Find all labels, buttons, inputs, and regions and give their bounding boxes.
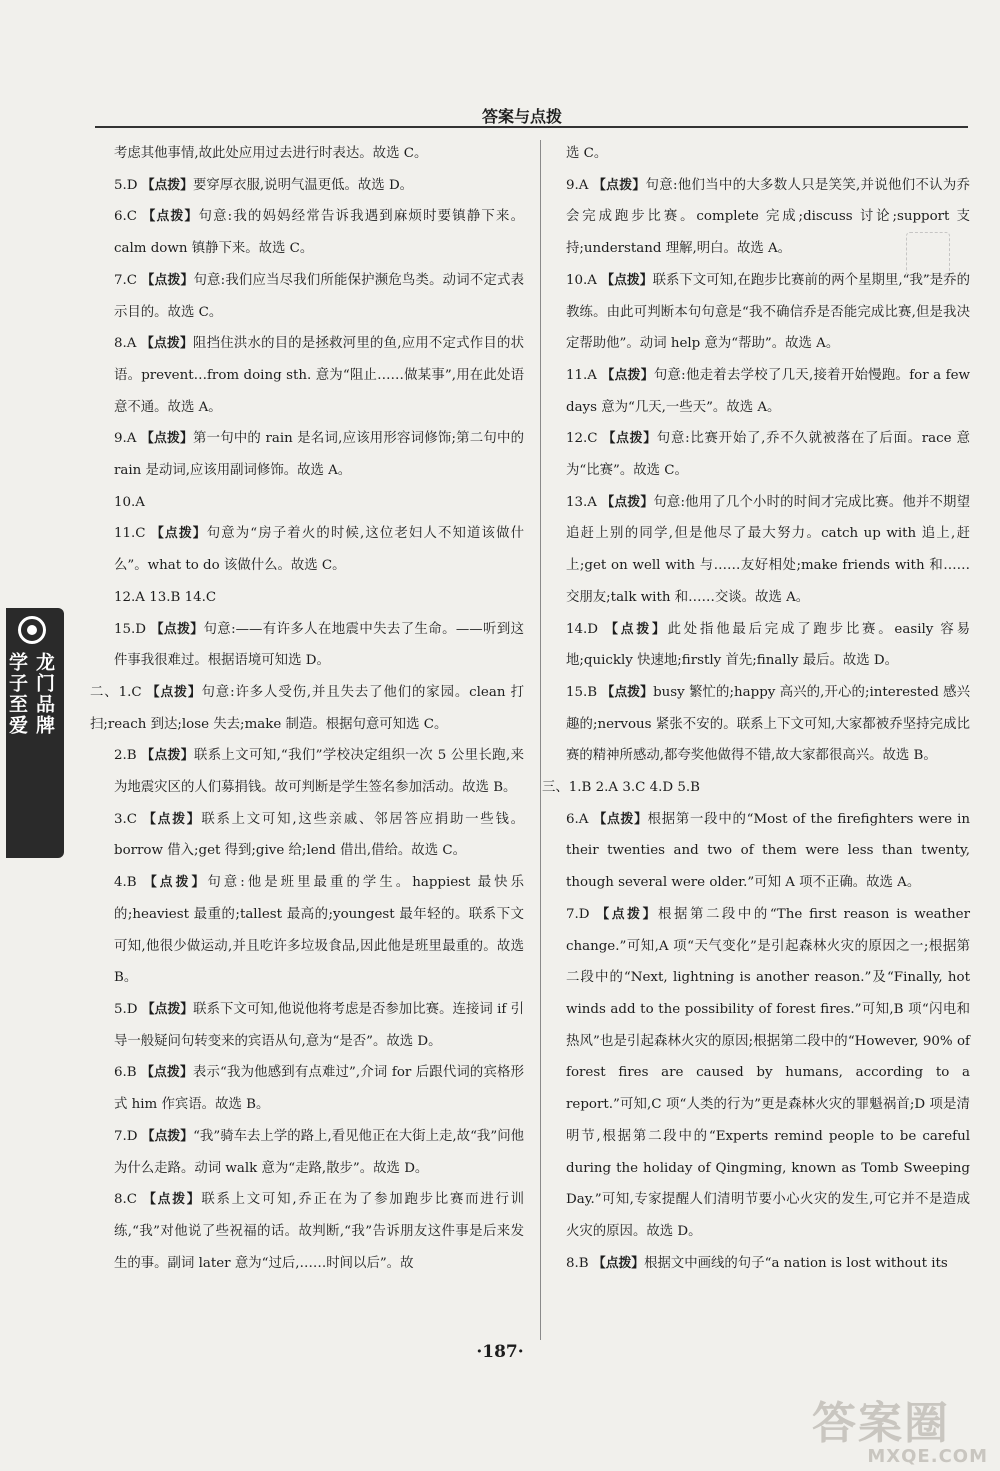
answer-text: 此处指他最后完成了跑步比赛。easily 容易地;quickly 快速地;firstly 首先;finally 最后。故选 D。	[566, 621, 971, 669]
hint-tag: 【点拨】	[601, 684, 654, 700]
answer-text: 句意:他走着去学校了几天,接着开始慢跑。for a few days 意为“几天,一些天”。故选 A。	[566, 367, 971, 415]
answer-text: 句意:他们当中的大多数人只是笑笑,并说他们不认为乔会完成跑步比赛。complete 完成;discuss 讨论;support 支持;understand 理解,明白。故选 A。	[566, 177, 971, 257]
watermark-big: 答案圈	[812, 1398, 950, 1449]
header-title: 答案与点拨	[482, 107, 563, 126]
hint-tag: 【点拨】	[593, 811, 648, 827]
watermark-small: MXQE.COM	[867, 1446, 988, 1467]
hint-tag: 【点拨】	[602, 431, 657, 447]
answer-entry	[566, 265, 970, 360]
hint-tag: 【点拨】	[141, 748, 194, 764]
hint-tag: 【点拨】	[146, 684, 202, 700]
answer-number: 5.D	[114, 1001, 138, 1017]
answer-entry	[114, 867, 524, 994]
badge-line-1: 龙门品牌	[33, 652, 55, 736]
answer-number: 9.A	[114, 431, 137, 447]
hint-tag: 【点拨】	[601, 272, 653, 288]
answer-number: 7.D	[114, 1128, 138, 1144]
answer-entry	[114, 328, 524, 423]
badge-circle-icon	[18, 616, 46, 644]
answer-number: 12.C	[566, 431, 598, 447]
answer-entry	[114, 265, 524, 328]
hint-tag: 【点拨】	[601, 494, 654, 510]
answer-text: 根据第二段中的“The first reason is weather change.”可知,A 项“天气变化”是引起森林火灾的原因之一;根据第二段中的“Next, lightning is another reason.”及“Finally, hot winds add to the possibility of forest fires.”可知,B 项“闪电和热风”也是引起森林火灾的原因;根据第二段中的“However, 90% of forest fires are caused by humans, according to a report.”可知,C 项“人类的行为”更是森林火灾的罪魁祸首;D 项是清明节,根据第二段中的“Experts remind people to be careful during the holiday of Qingming, known as Tomb Sweeping Day.”可知,专家提醒人们清明节要小心火灾的发生,可它并不是造成火灾的原因。故选 D。	[566, 906, 970, 1239]
answer-text: 联系上文可知,这些亲戚、邻居答应捐助一些钱。borrow 借入;get 得到;give 给;lend 借出,借给。故选 C。	[114, 811, 524, 859]
answer-number: 4.B	[114, 875, 137, 891]
hint-tag: 【点拨】	[142, 209, 199, 225]
answer-text: 第一句中的 rain 是名词,应该用形容词修饰;第二句中的 rain 是动词,应该用副词修饰。故选 A。	[114, 431, 524, 479]
hint-tag: 【点拨】	[141, 1065, 193, 1081]
answer-entry	[566, 899, 970, 1248]
page-number: ·187·	[476, 1342, 524, 1362]
answer-text: 句意:他是班里最重的学生。happiest 最快乐的;heaviest 最重的;tallest 最高的;youngest 最年轻的。联系下文可知,他很少做运动,并且吃许多垃圾食品,因此他是班里最重的。故选 B。	[114, 875, 525, 986]
answer-entry	[566, 423, 970, 486]
answer-text: 根据文中画线的句子“a nation is lost without its	[644, 1255, 948, 1271]
hint-tag: 【点拨】	[141, 1128, 194, 1144]
watermark	[812, 1398, 992, 1467]
answer-text: 句意:——有许多人在地震中失去了生命。——听到这件事我很难过。根据语境可知选 D。	[114, 621, 525, 669]
answer-entry	[566, 804, 970, 899]
answer-text: 选 C。	[566, 146, 608, 161]
answer-text: “我”骑车去上学的路上,看见他正在大街上走,故“我”问他为什么走路。动词 walk 意为“走路,散步”。故选 D。	[114, 1128, 524, 1176]
answer-text: 阻挡住洪水的目的是拯救河里的鱼,应用不定式作目的状语。prevent…from doing sth. 意为“阻止……做某事”,用在此处语意不通。故选 A。	[114, 336, 524, 415]
answer-text: 联系上文可知,乔正在为了参加跑步比赛而进行训练,“我”对他说了些祝福的话。故判断,“我”告诉朋友这件事是后来发生的事。副词 later 意为“过后,……时间以后”。故	[114, 1192, 524, 1271]
answer-number: 9.A	[566, 177, 589, 193]
answer-entry	[566, 677, 970, 772]
answer-entry	[566, 360, 970, 423]
answer-entry	[114, 518, 524, 581]
answer-entry	[566, 138, 970, 170]
answer-number: 6.A	[566, 811, 589, 827]
answer-number: 8.B	[566, 1255, 589, 1271]
hint-tag: 【点拨】	[150, 621, 204, 637]
hint-tag: 【点拨】	[593, 177, 646, 193]
answer-entry	[114, 740, 524, 803]
hint-tag: 【点拨】	[605, 621, 668, 637]
answer-number: 2.B	[114, 748, 137, 764]
badge-text	[6, 652, 58, 736]
answer-entry	[566, 614, 970, 677]
answer-number: 12.A 13.B 14.C	[114, 589, 217, 605]
answer-text: 句意为“房子着火的时候,这位老妇人不知道该做什么”。what to do 该做什么。故选 C。	[114, 526, 524, 574]
answer-number: 3.C	[114, 811, 138, 827]
answer-text: 表示“我为他感到有点难过”,介词 for 后跟代词的宾格形式 him 作宾语。故选 B。	[114, 1065, 524, 1113]
header-rule	[95, 126, 968, 128]
answer-entry	[566, 170, 970, 265]
answer-number: 13.A	[566, 494, 597, 510]
answer-number: 10.A	[566, 272, 597, 288]
hint-tag: 【点拨】	[143, 811, 202, 827]
hint-tag: 【点拨】	[143, 875, 208, 891]
answer-entry	[114, 804, 524, 867]
answer-number: 二、1.C	[90, 684, 142, 700]
answer-entry	[566, 487, 970, 614]
answer-entry	[114, 138, 524, 170]
hint-tag: 【点拨】	[140, 431, 193, 447]
column-divider	[540, 140, 541, 1340]
answer-number: 11.A	[566, 367, 597, 383]
answer-number: 三、1.B 2.A 3.C 4.D 5.B	[542, 780, 701, 796]
page-header	[0, 0, 1000, 128]
answer-number: 15.B	[566, 684, 598, 700]
hint-tag: 【点拨】	[140, 336, 194, 352]
answer-number: 11.C	[114, 526, 146, 542]
answer-text: busy 繁忙的;happy 高兴的,开心的;interested 感兴趣的;nervous 紧张不安的。联系上下文可知,大家都被乔坚持完成比赛的精神所感动,都夸奖他做得不错,故大家都很高兴。故选 B。	[566, 684, 970, 764]
left-column	[90, 138, 525, 1279]
answer-number: 14.D	[566, 621, 599, 637]
hint-tag: 【点拨】	[601, 367, 654, 383]
answer-text: 句意:我的妈妈经常告诉我遇到麻烦时要镇静下来。calm down 镇静下来。故选 C。	[114, 209, 525, 257]
answer-number: 15.D	[114, 621, 147, 637]
badge-line-2: 学子至爱	[6, 652, 28, 736]
right-column	[542, 138, 971, 1279]
answer-text: 根据第一段中的“Most of the firefighters were in their twenties and two of them were less than twenty, though several were older.”可知 A 项不正确。故选 A。	[566, 811, 971, 891]
answer-entry	[542, 772, 970, 804]
hint-tag: 【点拨】	[141, 177, 193, 193]
answer-entry	[90, 677, 524, 740]
answer-text: 句意:比赛开始了,乔不久就被落在了后面。race 意为“比赛”。故选 C。	[566, 431, 970, 479]
answer-entry	[114, 170, 524, 202]
answer-text: 联系下文可知,他说他将考虑是否参加比赛。连接词 if 引导一般疑问句转变来的宾语从句,意为“是否”。故选 D。	[114, 1001, 524, 1049]
answer-number: 7.C	[114, 272, 138, 288]
answer-number: 8.C	[114, 1192, 138, 1208]
answer-number: 7.D	[566, 906, 590, 922]
answer-text: 句意:许多人受伤,并且失去了他们的家园。clean 打扫;reach 到达;lose 失去;make 制造。根据句意可知选 C。	[90, 684, 525, 732]
hint-tag: 【点拨】	[143, 1192, 202, 1208]
answer-entry	[114, 201, 524, 264]
answer-text: 句意:他用了几个小时的时间才完成比赛。他并不期望追赶上别的同学,但是他尽了最大努力。catch up with 追上,赶上;get on well with 与……友好相处;make friends with 和……交朋友;talk with 和……交谈。故选 A。	[566, 494, 971, 605]
answer-number: 6.C	[114, 209, 138, 225]
answer-number: 8.A	[114, 336, 137, 352]
hint-tag: 【点拨】	[141, 1001, 194, 1017]
answer-entry	[114, 582, 524, 614]
answer-number: 10.A	[114, 494, 145, 510]
answer-entry	[114, 994, 524, 1057]
answer-text: 句意:我们应当尽我们所能保护濒危鸟类。动词不定式表示目的。故选 C。	[114, 272, 524, 320]
answer-text: 联系下文可知,在跑步比赛前的两个星期里,“我”是乔的教练。由此可判断本句句意是“我不确信乔是否能完成比赛,但是我决定帮助他”。动词 help 意为“帮助”。故选 A。	[566, 272, 971, 352]
hint-tag: 【点拨】	[596, 906, 658, 922]
hint-tag: 【点拨】	[150, 526, 207, 542]
hint-tag: 【点拨】	[141, 272, 194, 288]
answer-text: 联系上文可知,“我们”学校决定组织一次 5 公里长跑,来为地震灾区的人们募捐钱。故可判断是学生签名参加活动。故选 B。	[114, 748, 524, 796]
hint-tag: 【点拨】	[592, 1255, 645, 1271]
answer-text: 要穿厚衣服,说明气温更低。故选 D。	[192, 177, 414, 193]
answer-text: 考虑其他事情,故此处应用过去进行时表达。故选 C。	[114, 146, 428, 161]
side-badge	[6, 608, 64, 858]
answer-entry	[114, 487, 524, 519]
answer-entry	[114, 614, 524, 677]
answer-number: 6.B	[114, 1065, 137, 1081]
answer-entry	[114, 423, 524, 486]
answer-entry	[566, 1248, 970, 1280]
answer-number: 5.D	[114, 177, 138, 193]
answer-entry	[114, 1184, 524, 1279]
answer-entry	[114, 1121, 524, 1184]
answer-entry	[114, 1057, 524, 1120]
